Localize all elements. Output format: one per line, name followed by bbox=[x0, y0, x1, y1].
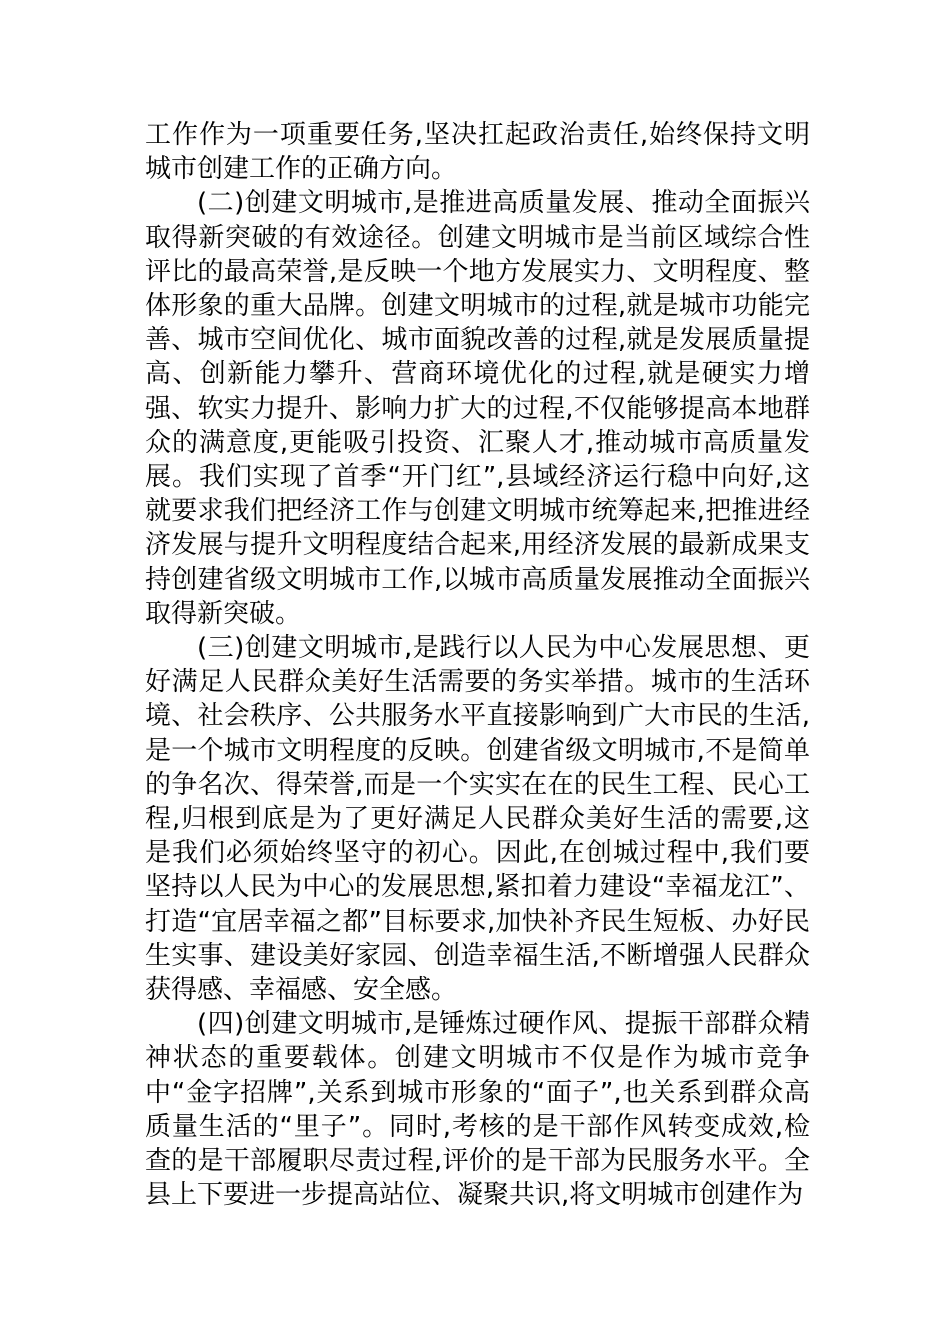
document-body bbox=[145, 118, 810, 1213]
paragraph-continuation: 工作作为一项重要任务,坚决扛起政治责任,始终保持文明城市创建工作的正确方向。 bbox=[145, 120, 810, 185]
paragraph-section-4: (四)创建文明城市,是锤炼过硬作风、提振干部群众精神状态的重要载体。创建文明城市不仅是作为城市竞争中“金字招牌”,关系到城市形象的“面子”,也关系到群众高质量生活的“里子”。同时,考核的是干部作风转变成效,检查的是干部履职尽责过程,评价的是干部为民服务水平。全县上下要进一步提高站位、凝聚共识,将文明城市创建作为 bbox=[145, 1009, 810, 1211]
paragraph-section-2: (二)创建文明城市,是推进高质量发展、推动全面振兴取得新突破的有效途径。创建文明城市是当前区域综合性评比的最高荣誉,是反映一个地方发展实力、文明程度、整体形象的重大品牌。创建文明城市的过程,就是城市功能完善、城市空间优化、城市面貌改善的过程,就是发展质量提高、创新能力攀升、营商环境优化的过程,就是硬实力增强、软实力提升、影响力扩大的过程,不仅能够提高本地群众的满意度,更能吸引投资、汇聚人才,推动城市高质量发展。我们实现了首季“开门红”,县域经济运行稳中向好,这就要求我们把经济工作与创建文明城市统筹起来,把推进经济发展与提升文明程度结合起来,用经济发展的最新成果支持创建省级文明城市工作,以城市高质量发展推动全面振兴取得新突破。 bbox=[145, 188, 810, 629]
paragraph-section-3: (三)创建文明城市,是践行以人民为中心发展思想、更好满足人民群众美好生活需要的务实举措。城市的生活环境、社会秩序、公共服务水平直接影响到广大市民的生活,是一个城市文明程度的反映。创建省级文明城市,不是简单的争名次、得荣誉,而是一个实实在在的民生工程、民心工程,归根到底是为了更好满足人民群众美好生活的需要,这是我们必须始终坚守的初心。因此,在创城过程中,我们要坚持以人民为中心的发展思想,紧扣着力建设“幸福龙江”、打造“宜居幸福之都”目标要求,加快补齐民生短板、办好民生实事、建设美好家园、创造幸福生活,不断增强人民群众获得感、幸福感、安全感。 bbox=[145, 633, 810, 1006]
